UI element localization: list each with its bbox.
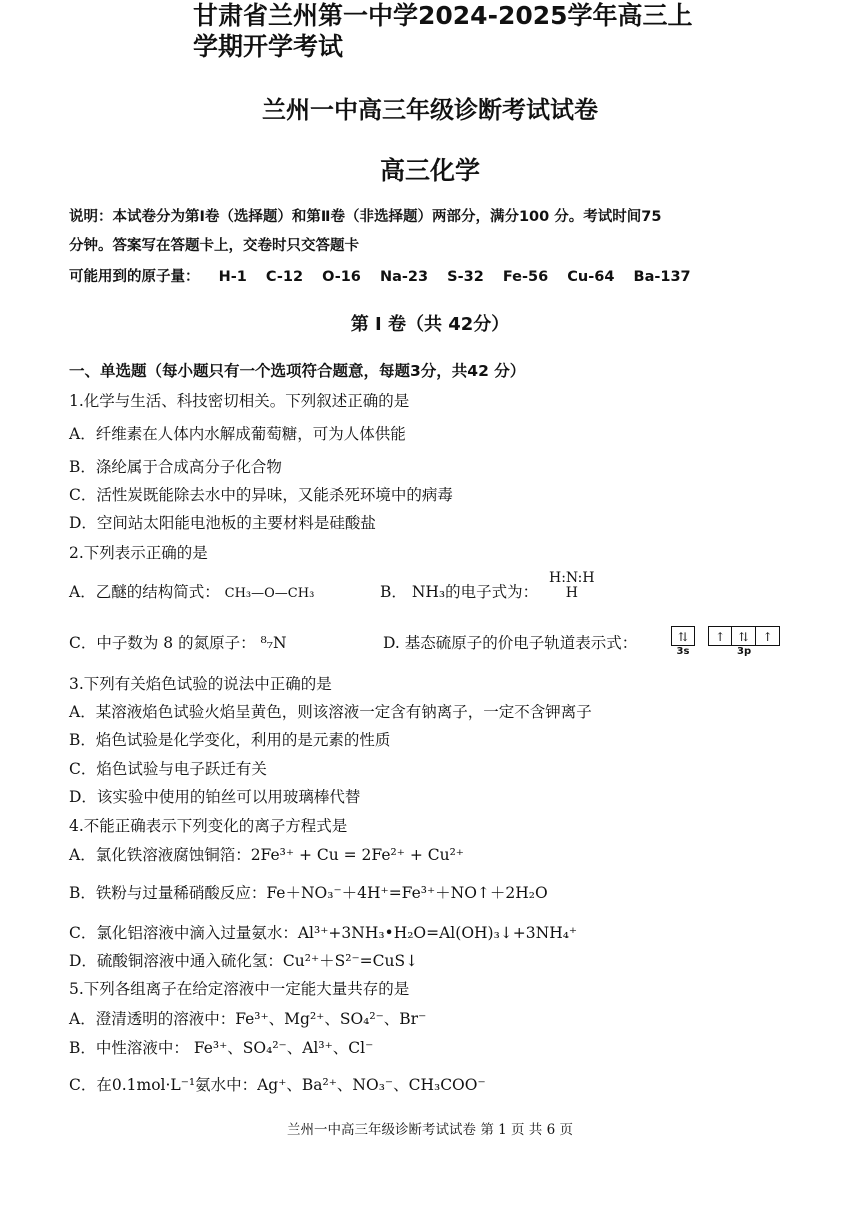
- question-4-option-d: D．硫酸铜溶液中通入硫化氢：Cu²⁺＋S²⁻=CuS↓: [69, 952, 419, 970]
- instructions-line1: 说明：本试卷分为第Ⅰ卷（选择题）和第Ⅱ卷（非选择题）两部分，满分100 分。考试时间75: [69, 209, 662, 225]
- question-4-option-b: B．铁粉与过量稀硝酸反应：Fe＋NO₃⁻＋4H⁺=Fe³⁺＋NO↑＋2H₂O: [69, 884, 548, 902]
- orbital-3p-group: [708, 625, 780, 657]
- question-4-option-a: A．氯化铁溶液腐蚀铜箔：2Fe³⁺ + Cu = 2Fe²⁺ + Cu²⁺: [69, 846, 464, 864]
- orbital-box: ↑: [708, 626, 732, 646]
- question-3-option-a: A．某溶液焰色试验火焰呈黄色，则该溶液一定含有钠离子，一定不含钾离子: [69, 703, 592, 721]
- page-footer: 兰州一中高三年级诊断考试试卷 第 1 页 共 6 页: [287, 1122, 573, 1138]
- question-2-option-c-formula: ⁸₇N: [260, 634, 287, 652]
- atomic-mass-item: Cu-64: [567, 269, 615, 285]
- question-1-option-d: D．空间站太阳能电池板的主要材料是硅酸盐: [69, 514, 376, 532]
- orbital-3s-label: 3s: [676, 645, 690, 657]
- question-5-option-a: A．澄清透明的溶液中：Fe³⁺、Mg²⁺、SO₄²⁻、Br⁻: [69, 1010, 427, 1028]
- question-3-option-b: B．焰色试验是化学变化，利用的是元素的性质: [69, 731, 391, 749]
- question-1-option-a: A．纤维素在人体内水解成葡萄糖，可为人体供能: [69, 425, 406, 443]
- atomic-mass-item: Fe-56: [502, 269, 549, 285]
- atomic-mass-item: H-1: [218, 269, 247, 285]
- atomic-mass-item: C-12: [265, 269, 304, 285]
- atomic-mass-item: Na-23: [379, 269, 429, 285]
- subject-title: 高三化学: [379, 156, 480, 185]
- question-2-option-c: [69, 631, 287, 653]
- question-3-stem: 3.下列有关焰色试验的说法中正确的是: [69, 675, 332, 693]
- instructions-line2: 分钟。答案写在答题卡上，交卷时只交答题卡: [69, 238, 359, 254]
- source-header-line2: 学期开学考试: [193, 32, 344, 61]
- source-header-line1: 甘肃省兰州第一中学2024-2025学年高三上: [193, 1, 693, 30]
- question-2-option-a-formula: CH₃—O—CH₃: [224, 586, 315, 601]
- question-5-stem: 5.下列各组离子在给定溶液中一定能大量共存的是: [69, 980, 410, 998]
- question-1-option-b: B．涤纶属于合成高分子化合物: [69, 458, 282, 476]
- question-1-option-c: C．活性炭既能除去水中的异味，又能杀死环境中的病毒: [69, 486, 453, 504]
- orbital-box: ↑: [756, 626, 780, 646]
- question-3-option-c: C．焰色试验与电子跃迁有关: [69, 760, 267, 778]
- orbital-box: ⇅: [732, 626, 756, 646]
- question-2-option-c-label: C．中子数为 8 的氮原子：: [69, 634, 256, 652]
- question-4-stem: 4.不能正确表示下列变化的离子方程式是: [69, 817, 348, 835]
- question-1-stem: 1.化学与生活、科技密切相关。下列叙述正确的是: [69, 392, 410, 410]
- atomic-mass-item: O-16: [322, 269, 361, 285]
- exam-title: 兰州一中高三年级诊断考试试卷: [262, 96, 598, 124]
- orbital-3p-label: 3p: [737, 645, 752, 657]
- ammonia-lewis-structure: [549, 571, 595, 601]
- ammonia-lewis-bottom: H: [565, 585, 578, 601]
- orbital-3s-group: [671, 625, 695, 657]
- question-2-option-b: [380, 580, 538, 602]
- atomic-mass-line: [69, 265, 705, 286]
- question-2-option-d: D. 基态硫原子的价电子轨道表示式：: [383, 634, 638, 652]
- question-2-option-a: [69, 580, 314, 602]
- sulfur-orbital-diagram: [671, 625, 780, 658]
- question-2-option-b-text: NH₃的电子式为：: [411, 583, 539, 601]
- question-2-option-b-label: B．: [380, 583, 407, 601]
- section-title: 第 I 卷（共 42分）: [350, 314, 510, 335]
- atomic-mass-label: 可能用到的原子量：: [69, 269, 200, 285]
- source-header: [193, 0, 693, 62]
- question-5-option-c: C．在0.1mol·L⁻¹氨水中：Ag⁺、Ba²⁺、NO₃⁻、CH₃COO⁻: [69, 1076, 486, 1094]
- question-3-option-d: D．该实验中使用的铂丝可以用玻璃棒代替: [69, 788, 361, 806]
- question-2-option-a-label: A．乙醚的结构简式：: [69, 583, 220, 601]
- atomic-mass-item: S-32: [447, 269, 484, 285]
- question-5-option-b: B．中性溶液中： Fe³⁺、SO₄²⁻、Al³⁺、Cl⁻: [69, 1039, 374, 1057]
- question-4-option-c: C．氯化铝溶液中滴入过量氨水：Al³⁺+3NH₃•H₂O=Al(OH)₃↓+3NH₄⁺: [69, 924, 578, 942]
- part-heading: 一、单选题（每小题只有一个选项符合题意，每题3分，共42 分）: [69, 362, 526, 380]
- question-2-stem: 2.下列表示正确的是: [69, 544, 208, 562]
- ammonia-lewis-top: H:N:H: [549, 570, 595, 586]
- atomic-mass-item: Ba-137: [633, 269, 691, 285]
- orbital-box: ⇅: [671, 626, 695, 646]
